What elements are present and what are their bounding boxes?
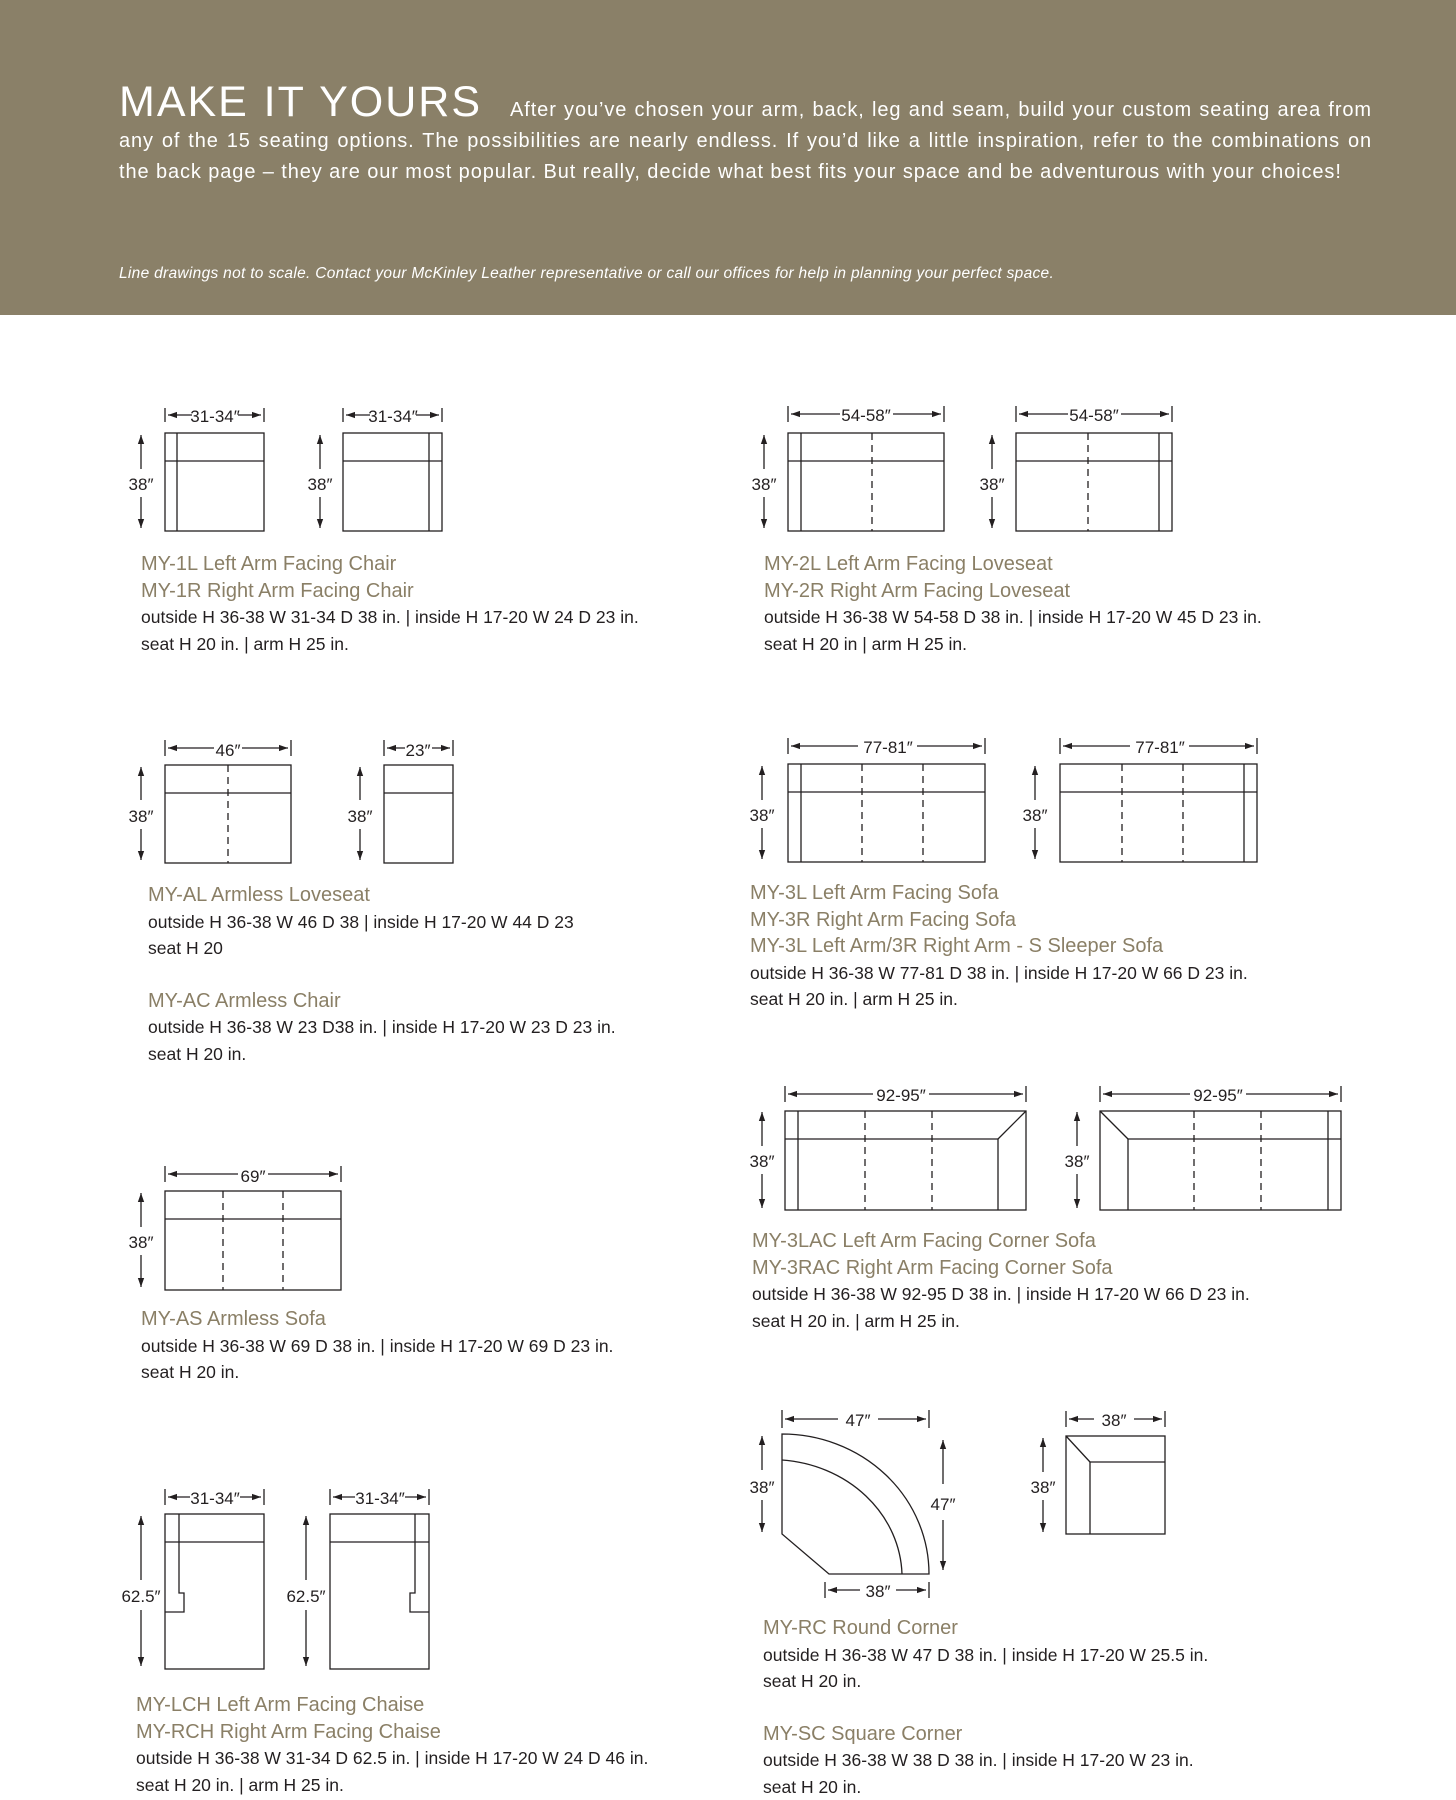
intro-text: After you’ve chosen your arm, back, leg and seam, build your custom seating area from any of the 15 seating options. The possibilities are nearly endless. If you’d like a little inspiration, refer to the combinations on the back page – they are our most popular. But really, decide what best fits your space and be adventurous with your choices! xyxy=(119,99,1372,183)
product-name: MY-2L Left Arm Facing Loveseat xyxy=(764,553,1053,575)
chaise-height-label: 62.5″ xyxy=(286,1587,326,1606)
chair-left-drawing xyxy=(129,407,264,531)
product-spec: seat H 20 in | arm H 25 in. xyxy=(764,633,967,654)
product-name: MY-3R Right Arm Facing Sofa xyxy=(750,908,1017,931)
product-loveseat xyxy=(764,551,1262,657)
product-name: MY-1L Left Arm Facing Chair xyxy=(141,553,397,575)
product-name: MY-AC Armless Chair xyxy=(148,989,341,1012)
armless-loveseat-drawing xyxy=(129,740,291,863)
product-chair xyxy=(141,551,639,657)
product-spec: seat H 20 in. xyxy=(148,1043,247,1064)
armless-chair-width-label: 23″ xyxy=(405,741,431,760)
armless-sofa-drawing xyxy=(129,1166,341,1290)
loveseat-width-label: 54-58″ xyxy=(1069,406,1119,425)
product-sofa xyxy=(750,880,1248,1013)
product-name: MY-AS Armless Sofa xyxy=(141,1308,326,1330)
chaise-width-label: 31-34″ xyxy=(190,1489,240,1508)
sofa-left-drawing xyxy=(750,738,985,862)
armless-chair-height-label: 38″ xyxy=(347,807,373,826)
sofa-width-label: 77-81″ xyxy=(863,738,913,757)
chair-right-drawing xyxy=(308,407,442,531)
chaise-height-label: 62.5″ xyxy=(121,1587,161,1606)
corner-sofa-width-label: 92-95″ xyxy=(876,1086,926,1105)
loveseat-width-label: 54-58″ xyxy=(841,406,891,425)
product-name: MY-3L Left Arm/3R Right Arm - S Sleeper Sofa xyxy=(750,935,1164,957)
product-spec: outside H 36-38 W 47 D 38 in. | inside H 17-20 W 25.5 in. xyxy=(763,1644,1209,1665)
product-name: MY-RCH Right Arm Facing Chaise xyxy=(136,1720,441,1743)
corner-sofa-height-label: 38″ xyxy=(1064,1152,1090,1171)
square-corner-height-label: 38″ xyxy=(1030,1478,1056,1497)
square-corner-drawing xyxy=(1031,1411,1165,1534)
product-spec: outside H 36-38 W 46 D 38 | inside H 17-20 W 44 D 23 xyxy=(148,911,574,932)
product-name: MY-3L Left Arm Facing Sofa xyxy=(750,882,999,904)
product-spec: outside H 36-38 W 31-34 D 38 in. | inside H 17-20 W 24 D 23 in. xyxy=(141,607,639,627)
sofa-right-drawing xyxy=(1023,738,1257,862)
product-spec: outside H 36-38 W 69 D 38 in. | inside H 17-20 W 69 D 23 in. xyxy=(141,1335,614,1356)
product-spec: seat H 20 in. | arm H 25 in. xyxy=(750,989,958,1009)
sofa-width-label: 77-81″ xyxy=(1135,738,1185,757)
loveseat-left-drawing xyxy=(752,406,944,531)
chaise-right-drawing xyxy=(286,1489,429,1669)
product-round-and-square-corner xyxy=(763,1615,1208,1800)
chaise-width-label: 31-34″ xyxy=(355,1489,405,1508)
round-corner-bottom-label: 38″ xyxy=(865,1582,891,1601)
product-armless-sofa xyxy=(141,1306,613,1386)
product-name: MY-3RAC Right Arm Facing Corner Sofa xyxy=(752,1256,1113,1279)
round-corner-width-label: 47″ xyxy=(845,1411,871,1430)
sofa-height-label: 38″ xyxy=(749,806,775,825)
loveseat-right-drawing xyxy=(980,406,1172,531)
product-spec: outside H 36-38 W 77-81 D 38 in. | inside H 17-20 W 66 D 23 in. xyxy=(750,962,1248,983)
chair-width-label: 31-34″ xyxy=(190,407,240,426)
product-spec: seat H 20 in. | arm H 25 in. xyxy=(141,633,349,654)
product-name: MY-LCH Left Arm Facing Chaise xyxy=(136,1694,425,1716)
chaise-left-drawing xyxy=(121,1489,264,1669)
product-spec: outside H 36-38 W 23 D38 in. | inside H 17-20 W 23 D 23 in. xyxy=(148,1017,616,1037)
round-corner-side-label: 47″ xyxy=(930,1495,956,1514)
product-spec: seat H 20 in. xyxy=(763,1776,862,1797)
corner-sofa-height-label: 38″ xyxy=(749,1152,775,1171)
product-name: MY-1R Right Arm Facing Chair xyxy=(141,579,414,602)
product-armless-loveseat-and-chair xyxy=(148,882,616,1067)
product-spec: outside H 36-38 W 92-95 D 38 in. | inside H 17-20 W 66 D 23 in. xyxy=(752,1284,1250,1304)
product-spec: seat H 20 in. xyxy=(763,1671,862,1691)
product-chaise xyxy=(136,1692,648,1798)
scale-note: Line drawings not to scale. Contact your McKinley Leather representative or call our offices for help in planning your perfect space. xyxy=(119,265,1055,282)
product-name: MY-AL Armless Loveseat xyxy=(148,884,370,906)
sofa-height-label: 38″ xyxy=(1022,806,1048,825)
chair-height-label: 38″ xyxy=(307,475,333,494)
loveseat-height-label: 38″ xyxy=(751,475,777,494)
product-name: MY-SC Square Corner xyxy=(763,1722,963,1745)
product-name: MY-RC Round Corner xyxy=(763,1617,958,1639)
chair-height-label: 38″ xyxy=(128,475,154,494)
page-title: MAKE IT YOURS xyxy=(119,78,483,126)
product-spec: seat H 20 in. | arm H 25 in. xyxy=(136,1774,344,1795)
armless-sofa-height-label: 38″ xyxy=(128,1233,154,1252)
corner-sofa-width-label: 92-95″ xyxy=(1193,1086,1243,1105)
product-corner-sofa xyxy=(752,1228,1250,1334)
product-spec: outside H 36-38 W 54-58 D 38 in. | inside H 17-20 W 45 D 23 in. xyxy=(764,607,1262,627)
chair-width-label: 31-34″ xyxy=(368,407,418,426)
armless-loveseat-width-label: 46″ xyxy=(215,741,241,760)
armless-sofa-width-label: 69″ xyxy=(240,1167,266,1186)
round-corner-drawing xyxy=(750,1410,956,1601)
product-spec: seat H 20 xyxy=(148,938,223,958)
product-name: MY-3LAC Left Arm Facing Corner Sofa xyxy=(752,1230,1096,1252)
product-name: MY-2R Right Arm Facing Loveseat xyxy=(764,579,1071,602)
armless-loveseat-height-label: 38″ xyxy=(128,807,154,826)
product-spec: seat H 20 in. | arm H 25 in. xyxy=(752,1310,960,1331)
loveseat-height-label: 38″ xyxy=(979,475,1005,494)
corner-sofa-left-drawing xyxy=(750,1086,1026,1210)
product-spec: outside H 36-38 W 31-34 D 62.5 in. | inside H 17-20 W 24 D 46 in. xyxy=(136,1748,649,1768)
armless-chair-drawing xyxy=(348,740,453,863)
product-spec: outside H 36-38 W 38 D 38 in. | inside H 17-20 W 23 in. xyxy=(763,1750,1194,1770)
corner-sofa-right-drawing xyxy=(1065,1086,1341,1210)
square-corner-width-label: 38″ xyxy=(1101,1411,1127,1430)
product-spec: seat H 20 in. xyxy=(141,1362,240,1382)
round-corner-height-label: 38″ xyxy=(749,1478,775,1497)
